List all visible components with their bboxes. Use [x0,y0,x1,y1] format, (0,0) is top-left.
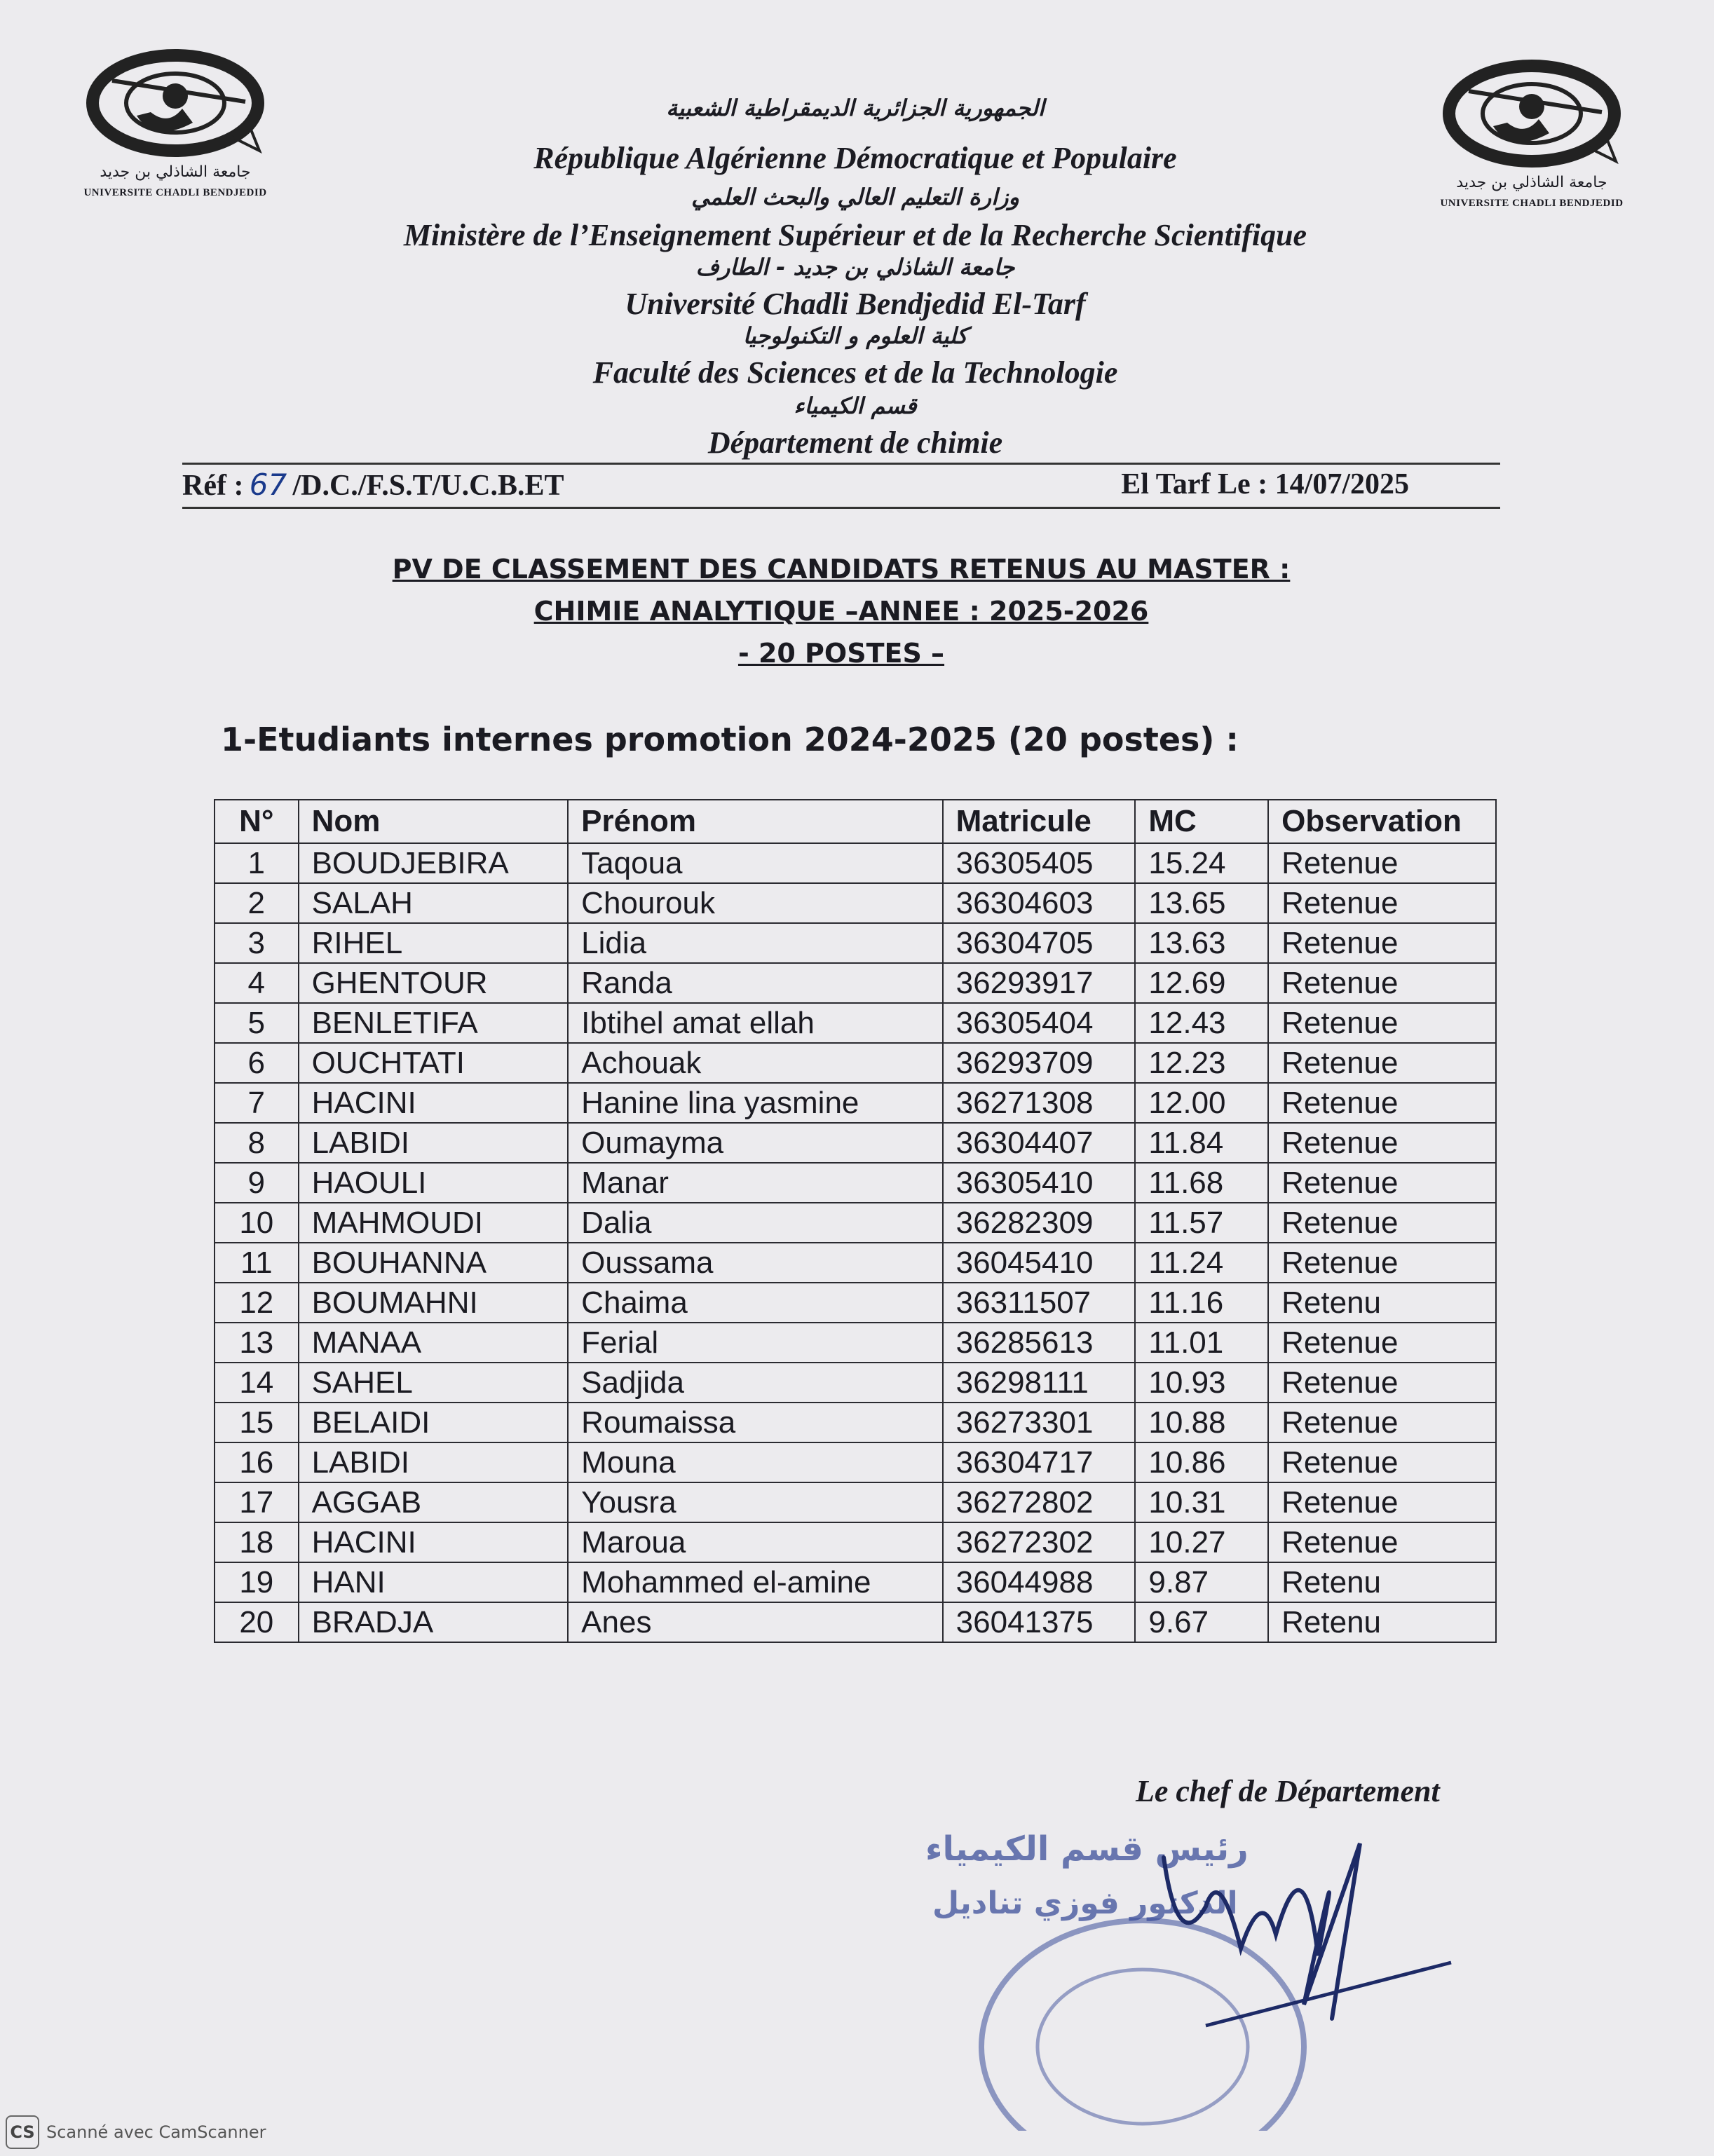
cell-nom: LABIDI [299,1442,569,1482]
cell-observation: Retenue [1268,1203,1496,1243]
cell-number: 11 [215,1243,299,1283]
section-heading: 1-Etudiants internes promotion 2024-2025 (20 postes) : [221,721,1239,758]
table-row [215,1403,1496,1442]
cell-mc: 11.24 [1135,1243,1268,1283]
table-row [215,883,1496,923]
table-row [215,1363,1496,1403]
cell-observation: Retenu [1268,1562,1496,1602]
cell-matricule: 36044988 [943,1562,1136,1602]
cell-matricule: 36272802 [943,1482,1136,1522]
logo-arabic-caption: جامعة الشاذلي بن جديد [100,163,251,181]
cell-mc: 10.93 [1135,1363,1268,1403]
cell-prenom: Chaima [568,1283,942,1323]
cell-prenom: Chourouk [568,883,942,923]
cell-matricule: 36304705 [943,923,1136,963]
cell-prenom: Yousra [568,1482,942,1522]
document-date: El Tarf Le : 14/07/2025 [1121,468,1409,500]
cell-number: 7 [215,1083,299,1123]
cell-matricule: 36305405 [943,843,1136,883]
cell-number: 2 [215,883,299,923]
cell-observation: Retenue [1268,1083,1496,1123]
cell-nom: BOUDJEBIRA [299,843,569,883]
header-department-french: Département de chimie [707,425,1003,460]
cell-mc: 11.01 [1135,1323,1268,1363]
cell-number: 9 [215,1163,299,1203]
cell-prenom: Achouak [568,1043,942,1083]
cell-observation: Retenu [1268,1283,1496,1323]
table-row [215,1283,1496,1323]
cell-matricule: 36045410 [943,1243,1136,1283]
cell-mc: 10.27 [1135,1522,1268,1562]
stamp-arabic-title: رئيس قسم الكيمياء [925,1829,1249,1869]
cell-prenom: Hanine lina yasmine [568,1083,942,1123]
cell-nom: HACINI [299,1083,569,1123]
cell-mc: 9.67 [1135,1602,1268,1642]
header-ministry-arabic: وزارة التعليم العالي والبحث العلمي [691,184,1019,210]
cell-observation: Retenue [1268,1482,1496,1522]
document-title-line-1: PV DE CLASSEMENT DES CANDIDATS RETENUS AU MASTER : [392,554,1291,585]
cell-matricule: 36272302 [943,1522,1136,1562]
cell-observation: Retenue [1268,1043,1496,1083]
cell-number: 8 [215,1123,299,1163]
table-header-row [215,800,1496,843]
cell-matricule: 36282309 [943,1203,1136,1243]
cell-mc: 11.57 [1135,1203,1268,1243]
university-emblem-icon [1427,49,1637,189]
cell-prenom: Maroua [568,1522,942,1562]
table-row [215,923,1496,963]
cell-matricule: 36293917 [943,963,1136,1003]
header-republic-french: République Algérienne Démocratique et Populaire [533,141,1177,175]
university-logo-left [70,39,280,214]
cell-number: 17 [215,1482,299,1522]
table-row [215,963,1496,1003]
table-row [215,1442,1496,1482]
cell-number: 16 [215,1442,299,1482]
cell-mc: 11.68 [1135,1163,1268,1203]
cell-prenom: Ibtihel amat ellah [568,1003,942,1043]
column-header-matricule: Matricule [943,800,1136,843]
cell-observation: Retenue [1268,1363,1496,1403]
cell-prenom: Dalia [568,1203,942,1243]
logo-arabic-caption: جامعة الشاذلي بن جديد [1456,174,1607,191]
reference-suffix: /D.C./F.S.T/U.C.B.ET [292,470,564,502]
cell-observation: Retenue [1268,843,1496,883]
cell-matricule: 36298111 [943,1363,1136,1403]
university-emblem-icon [70,39,280,179]
cell-number: 15 [215,1403,299,1442]
column-header-observation: Observation [1268,800,1496,843]
cell-matricule: 36273301 [943,1403,1136,1442]
table-row [215,1003,1496,1043]
cell-matricule: 36304407 [943,1123,1136,1163]
table-row [215,1602,1496,1642]
cell-nom: HANI [299,1562,569,1602]
cell-observation: Retenue [1268,1442,1496,1482]
university-logo-right [1427,49,1637,224]
cell-observation: Retenue [1268,883,1496,923]
camscanner-icon: CS [6,2115,39,2149]
cell-matricule: 36285613 [943,1323,1136,1363]
cell-number: 4 [215,963,299,1003]
table-row [215,1083,1496,1123]
table-row [215,1323,1496,1363]
cell-observation: Retenue [1268,1403,1496,1442]
cell-mc: 10.88 [1135,1403,1268,1442]
table-row [215,1043,1496,1083]
cell-nom: MAHMOUDI [299,1203,569,1243]
table-row [215,1243,1496,1283]
cell-number: 19 [215,1562,299,1602]
cell-nom: RIHEL [299,923,569,963]
table-row [215,1522,1496,1562]
cell-number: 14 [215,1363,299,1403]
header-faculty-french: Faculté des Sciences et de la Technologie [592,355,1118,390]
header-university-arabic: جامعة الشاذلي بن جديد - الطارف [695,254,1015,280]
cell-observation: Retenue [1268,1003,1496,1043]
cell-observation: Retenue [1268,923,1496,963]
table-row [215,1123,1496,1163]
cell-nom: BOUHANNA [299,1243,569,1283]
cell-observation: Retenue [1268,1522,1496,1562]
header-ministry-french: Ministère de l’Enseignement Supérieur et de la Recherche Scientifique [403,218,1307,252]
cell-mc: 9.87 [1135,1562,1268,1602]
cell-observation: Retenue [1268,1323,1496,1363]
header-department-arabic: قسم الكيمياء [794,393,917,419]
cell-mc: 12.00 [1135,1083,1268,1123]
document-title-line-2: CHIMIE ANALYTIQUE –ANNEE : 2025-2026 [533,596,1149,627]
cell-nom: BOUMAHNI [299,1283,569,1323]
table-row [215,1203,1496,1243]
table-row [215,843,1496,883]
cell-matricule: 36311507 [943,1283,1136,1323]
cell-prenom: Sadjida [568,1363,942,1403]
cell-number: 3 [215,923,299,963]
header-faculty-arabic: كلية العلوم و التكنولوجيا [742,322,968,349]
cell-prenom: Manar [568,1163,942,1203]
column-header-mc: MC [1135,800,1268,843]
table-row [215,1163,1496,1203]
cell-nom: HACINI [299,1522,569,1562]
cell-nom: SALAH [299,883,569,923]
cell-matricule: 36293709 [943,1043,1136,1083]
cell-prenom: Taqoua [568,843,942,883]
header-republic-arabic: الجمهورية الجزائرية الديمقراطية الشعبية [666,95,1045,121]
cell-mc: 11.16 [1135,1283,1268,1323]
cell-nom: MANAA [299,1323,569,1363]
cell-prenom: Ferial [568,1323,942,1363]
cell-number: 6 [215,1043,299,1083]
cell-mc: 10.31 [1135,1482,1268,1522]
cell-nom: BENLETIFA [299,1003,569,1043]
cell-matricule: 36041375 [943,1602,1136,1642]
cell-observation: Retenue [1268,1243,1496,1283]
cell-number: 12 [215,1283,299,1323]
cell-nom: LABIDI [299,1123,569,1163]
cell-number: 13 [215,1323,299,1363]
logo-french-caption: UNIVERSITE CHADLI BENDJEDID [1440,198,1624,209]
cell-nom: SAHEL [299,1363,569,1403]
cell-mc: 13.65 [1135,883,1268,923]
cell-mc: 13.63 [1135,923,1268,963]
cell-nom: GHENTOUR [299,963,569,1003]
cell-observation: Retenu [1268,1602,1496,1642]
cell-prenom: Oussama [568,1243,942,1283]
camscanner-watermark [6,2115,266,2149]
cell-prenom: Anes [568,1602,942,1642]
handwritten-signature-and-stamp [911,1794,1542,2131]
cell-number: 1 [215,843,299,883]
cell-number: 18 [215,1522,299,1562]
reference-number [182,468,564,503]
cell-matricule: 36305404 [943,1003,1136,1043]
cell-matricule: 36304717 [943,1442,1136,1482]
cell-nom: BRADJA [299,1602,569,1642]
reference-handwritten-number: 67 [249,468,287,502]
document-title-line-3: - 20 POSTES – [737,638,945,669]
cell-prenom: Oumayma [568,1123,942,1163]
logo-french-caption: UNIVERSITE CHADLI BENDJEDID [83,187,267,198]
candidates-table [214,799,1497,1643]
cell-mc: 15.24 [1135,843,1268,883]
column-header-prenom: Prénom [568,800,942,843]
cell-observation: Retenue [1268,963,1496,1003]
table-row [215,1562,1496,1602]
cell-mc: 10.86 [1135,1442,1268,1482]
reference-prefix: Réf : [182,470,244,502]
table-row [215,1482,1496,1522]
cell-observation: Retenue [1268,1163,1496,1203]
column-header-nom: Nom [299,800,569,843]
cell-matricule: 36271308 [943,1083,1136,1123]
cell-mc: 12.69 [1135,963,1268,1003]
cell-number: 20 [215,1602,299,1642]
stamp-arabic-name: الدكتور فوزي تناديل [932,1885,1238,1921]
cell-nom: HAOULI [299,1163,569,1203]
cell-prenom: Lidia [568,923,942,963]
reference-bar [182,463,1500,509]
cell-matricule: 36305410 [943,1163,1136,1203]
cell-nom: OUCHTATI [299,1043,569,1083]
cell-nom: AGGAB [299,1482,569,1522]
header-university-french: Université Chadli Bendjedid El-Tarf [625,287,1086,321]
cell-number: 10 [215,1203,299,1243]
camscanner-text: Scanné avec CamScanner [46,2122,266,2142]
cell-nom: BELAIDI [299,1403,569,1442]
cell-prenom: Roumaissa [568,1403,942,1442]
cell-prenom: Randa [568,963,942,1003]
cell-number: 5 [215,1003,299,1043]
column-header-number: N° [215,800,299,843]
cell-mc: 12.23 [1135,1043,1268,1083]
cell-prenom: Mohammed el-amine [568,1562,942,1602]
table-body [215,843,1496,1642]
cell-matricule: 36304603 [943,883,1136,923]
cell-mc: 12.43 [1135,1003,1268,1043]
cell-prenom: Mouna [568,1442,942,1482]
cell-mc: 11.84 [1135,1123,1268,1163]
signature-title: Le chef de Département [1136,1774,1440,1808]
cell-observation: Retenue [1268,1123,1496,1163]
